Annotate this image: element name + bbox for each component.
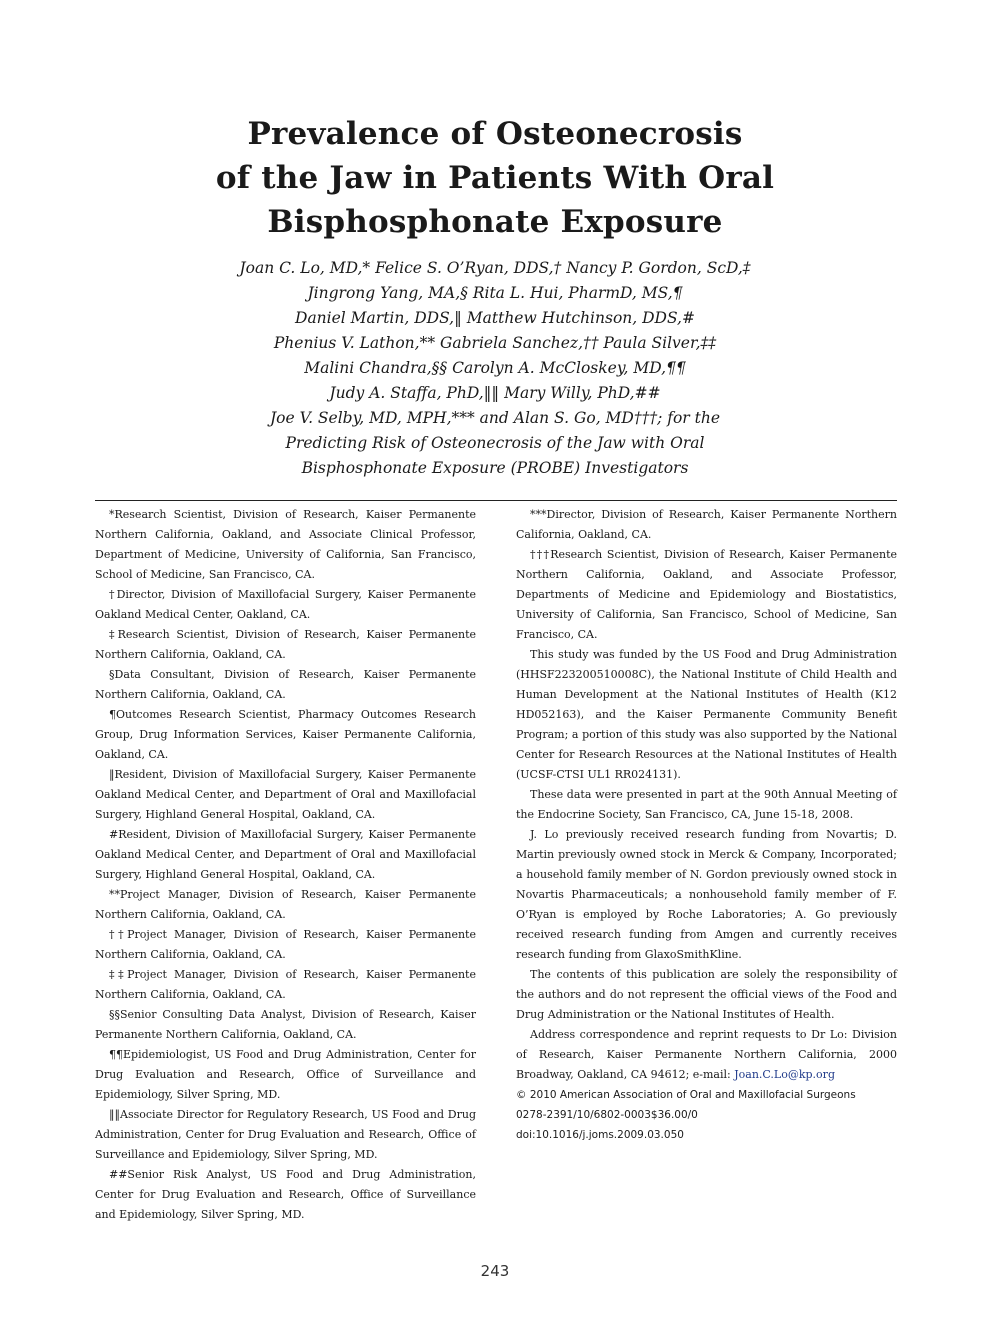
title-line: Prevalence of Osteonecrosis (247, 116, 743, 152)
affiliation-footnote: ¶¶Epidemiologist, US Food and Drug Administration, Center for Drug Evaluation and Research, Office of Surveillance and Epidemiology, Silver Spring, MD. (95, 1048, 476, 1101)
funding-note: This study was funded by the US Food and Drug Administration (HHSF223200510008C), the National Institute of Child Health and Human Development at the National Institutes of Health (K12 HD052163), and the Kaiser Permanente Community Benefit Program; a portion of this study was also supported by the National Center for Research Resources at the National Institutes of Health (UCSF-CTSI UL1 RR024131). (516, 648, 897, 781)
affiliation-footnote: ‡‡Project Manager, Division of Research, Kaiser Permanente Northern California, Oakland, CA. (95, 968, 476, 1001)
author-line: Predicting Risk of Osteonecrosis of the Jaw with Oral (285, 434, 705, 452)
footnotes-right-column (516, 505, 897, 1145)
author-line: Phenius V. Lathon,** Gabriela Sanchez,†† Paula Silver,‡‡ (273, 334, 717, 352)
author-line: Judy A. Staffa, PhD,‖‖ Mary Willy, PhD,## (329, 384, 661, 402)
title-line: Bisphosphonate Exposure (267, 204, 723, 240)
page-number: 243 (480, 1262, 510, 1280)
author-line: Jingrong Yang, MA,§ Rita L. Hui, PharmD, MS,¶ (307, 284, 683, 302)
affiliation-footnote: ‖Resident, Division of Maxillofacial Surgery, Kaiser Permanente Oakland Medical Center, and Department of Oral and Maxillofacial Surgery, Highland General Hospital, Oakland, CA. (95, 768, 476, 821)
copyright-line: © 2010 American Association of Oral and Maxillofacial Surgeons (516, 1089, 856, 1101)
doi-line: doi:10.1016/j.joms.2009.03.050 (516, 1129, 684, 1141)
author-line: Malini Chandra,§§ Carolyn A. McCloskey, MD,¶¶ (304, 359, 686, 377)
author-line: Daniel Martin, DDS,‖ Matthew Hutchinson, DDS,# (295, 309, 695, 327)
article-title (95, 112, 895, 244)
correspondence-note (516, 1025, 897, 1085)
affiliation-footnote: *Research Scientist, Division of Research, Kaiser Permanente Northern California, Oakland, and Associate Clinical Professor, Department of Medicine, University of California, San Francisco, School of Medicine, San Francisco, CA. (95, 508, 476, 581)
footnote-divider (95, 500, 897, 501)
affiliation-footnote: **Project Manager, Division of Research, Kaiser Permanente Northern California, Oakland, CA. (95, 888, 476, 921)
affiliation-footnote: §§Senior Consulting Data Analyst, Division of Research, Kaiser Permanente Northern California, Oakland, CA. (95, 1008, 476, 1041)
author-line: Bisphosphonate Exposure (PROBE) Investigators (301, 459, 689, 477)
affiliation-footnote: †Director, Division of Maxillofacial Surgery, Kaiser Permanente Oakland Medical Center, Oakland, CA. (95, 588, 476, 621)
correspondence-text: Address correspondence and reprint requests to Dr Lo: Division of Research, Kaiser Permanente Northern California, 2000 Broadway, Oakland, CA 94612; e-mail: (516, 1028, 897, 1081)
affiliation-footnote: †††Research Scientist, Division of Research, Kaiser Permanente Northern California, Oakland, and Associate Professor, Departments of Medicine and Epidemiology and Biostatistics, University of California, San Francisco, School of Medicine, San Francisco, CA. (516, 548, 897, 641)
affiliation-footnote: ***Director, Division of Research, Kaiser Permanente Northern California, Oakland, CA. (516, 508, 897, 541)
author-list (95, 256, 895, 481)
affiliation-footnote: ‖‖Associate Director for Regulatory Research, US Food and Drug Administration, Center for Drug Evaluation and Research, Office of Surveillance and Epidemiology, Silver Spring, MD. (95, 1108, 476, 1161)
footnotes-left-column (95, 505, 476, 1225)
affiliation-footnote: ‡Research Scientist, Division of Research, Kaiser Permanente Northern California, Oakland, CA. (95, 628, 476, 661)
author-line: Joe V. Selby, MD, MPH,*** and Alan S. Go, MD†††; for the (269, 409, 721, 427)
affiliation-footnote: ††Project Manager, Division of Research, Kaiser Permanente Northern California, Oakland, CA. (95, 928, 476, 961)
disclosure-note: J. Lo previously received research funding from Novartis; D. Martin previously owned stock in Merck & Company, Incorporated; a household family member of N. Gordon previously owned stock in Novartis Pharmaceuticals; a nonhousehold family member of F. O’Ryan is employed by Roche Laboratories; A. Go previously received research funding from Amgen and currently receives research funding from GlaxoSmithKline. (516, 828, 897, 961)
author-line: Joan C. Lo, MD,* Felice S. O’Ryan, DDS,† Nancy P. Gordon, ScD,‡ (239, 259, 751, 277)
affiliation-footnote: ##Senior Risk Analyst, US Food and Drug Administration, Center for Drug Evaluation and Research, Office of Surveillance and Epidemiology, Silver Spring, MD. (95, 1168, 476, 1221)
affiliation-footnote: §Data Consultant, Division of Research, Kaiser Permanente Northern California, Oakland, CA. (95, 668, 476, 701)
presentation-note: These data were presented in part at the 90th Annual Meeting of the Endocrine Society, San Francisco, CA, June 15-18, 2008. (516, 788, 897, 821)
disclaimer-note: The contents of this publication are solely the responsibility of the authors and do not represent the official views of the Food and Drug Administration or the National Institutes of Health. (516, 968, 897, 1021)
affiliation-footnote: ¶Outcomes Research Scientist, Pharmacy Outcomes Research Group, Drug Information Services, Kaiser Permanente California, Oakland, CA. (95, 708, 476, 761)
issn-line: 0278-2391/10/6802-0003$36.00/0 (516, 1109, 698, 1121)
title-line: of the Jaw in Patients With Oral (215, 160, 775, 196)
correspondence-email-link[interactable]: Joan.C.Lo@kp.org (734, 1068, 835, 1081)
affiliation-footnote: #Resident, Division of Maxillofacial Surgery, Kaiser Permanente Oakland Medical Center, and Department of Oral and Maxillofacial Surgery, Highland General Hospital, Oakland, CA. (95, 828, 476, 881)
